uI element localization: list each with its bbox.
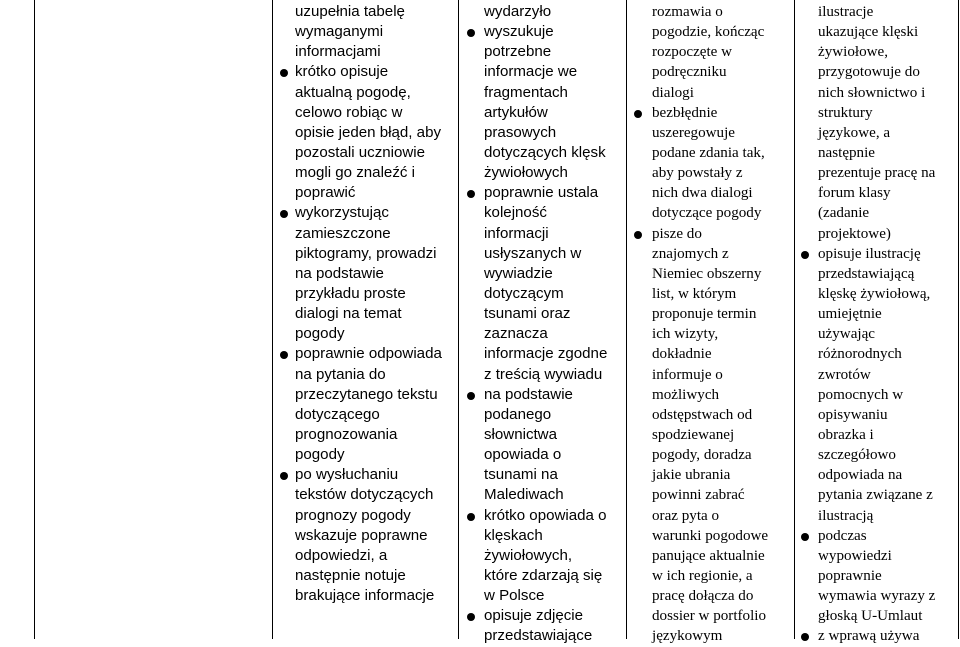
bullet-icon	[467, 613, 475, 621]
text-line	[626, 304, 794, 324]
text-line	[794, 103, 958, 123]
cell-text: powinni zabrać	[652, 487, 745, 504]
text-line	[626, 284, 794, 304]
cell-text: proponuje termin	[652, 306, 757, 323]
cell-text: poprawnie ustala	[484, 184, 599, 202]
bullet-icon	[467, 190, 475, 198]
cell-text: umiejętnie	[818, 306, 882, 323]
cell-text: tsunami oraz	[484, 305, 571, 323]
cell-text: po wysłuchaniu	[295, 466, 399, 484]
bullet-icon	[280, 69, 288, 77]
text-line	[626, 22, 794, 42]
cell-text: (zadanie	[818, 205, 870, 222]
text-line	[458, 425, 626, 445]
text-line	[626, 2, 794, 22]
cell-text: struktury	[818, 104, 873, 121]
text-line	[626, 365, 794, 385]
cell-text: z wprawą używa	[818, 628, 920, 645]
text-line	[794, 224, 958, 244]
text-line	[626, 244, 794, 264]
cell-text: przeczytanego tekstu	[295, 385, 438, 403]
cell-text: tekstów dotyczących	[295, 486, 434, 504]
cell-text: klęskach	[484, 526, 543, 544]
cell-text: następnie notuje	[295, 566, 406, 584]
text-line	[458, 83, 626, 103]
cell-text: tsunami na	[484, 466, 558, 484]
text-line	[272, 324, 458, 344]
cell-text: żywiołowe,	[818, 44, 889, 61]
text-line	[272, 42, 458, 62]
cell-text: Malediwach	[484, 486, 564, 504]
column-3-cell	[458, 2, 626, 647]
cell-text: zamieszczone	[295, 224, 391, 242]
bullet-item-line	[458, 183, 626, 203]
cell-text: forum klasy	[818, 185, 891, 202]
text-line	[794, 566, 958, 586]
cell-text: brakujące informacje	[295, 587, 435, 605]
text-line	[794, 2, 958, 22]
text-line	[794, 465, 958, 485]
text-line	[272, 365, 458, 385]
text-line	[458, 143, 626, 163]
cell-text: na podstawie	[484, 385, 573, 403]
bullet-icon	[801, 533, 809, 541]
text-line	[626, 626, 794, 646]
bullet-item-line	[794, 526, 958, 546]
cell-text: list, w którym	[652, 285, 737, 302]
text-line	[626, 344, 794, 364]
cell-text: nich dwa dialogi	[652, 185, 753, 202]
cell-text: dialogi	[652, 84, 694, 101]
cell-text: aby powstały z	[652, 165, 743, 182]
bullet-item-line	[458, 606, 626, 626]
cell-text: zaznacza	[484, 325, 548, 343]
cell-text: jakie ubrania	[652, 467, 731, 484]
text-line	[626, 183, 794, 203]
text-line	[272, 425, 458, 445]
text-line	[794, 143, 958, 163]
bullet-icon	[634, 110, 642, 118]
text-line	[272, 143, 458, 163]
text-line	[626, 42, 794, 62]
cell-text: dossier w portfolio	[652, 608, 767, 625]
cell-text: opowiada o	[484, 446, 562, 464]
cell-text: artykułów	[484, 103, 548, 121]
text-line	[272, 304, 458, 324]
cell-text: ich wizyty,	[652, 326, 719, 343]
text-line	[626, 83, 794, 103]
cell-text: następnie	[818, 144, 875, 161]
text-line	[458, 103, 626, 123]
text-line	[626, 606, 794, 626]
cell-text: poprawnie odpowiada	[295, 345, 442, 363]
text-line	[626, 143, 794, 163]
cell-text: fragmentach	[484, 83, 568, 101]
cell-text: rozmawia o	[652, 4, 723, 20]
text-line	[458, 566, 626, 586]
cell-text: dialogi na temat	[295, 305, 402, 323]
cell-text: wywiadzie	[484, 264, 553, 282]
cell-text: wymawia wyrazy z	[818, 588, 936, 605]
cell-text: możliwych	[652, 386, 720, 403]
cell-text: podanego	[484, 405, 552, 423]
cell-text: dokładnie	[652, 346, 712, 363]
cell-text: językowe, a	[818, 124, 891, 141]
bullet-icon	[801, 633, 809, 641]
bullet-icon	[280, 472, 288, 480]
cell-text: warunki pogodowe	[652, 527, 769, 544]
text-line	[626, 465, 794, 485]
column-5-cell	[794, 2, 958, 647]
cell-text: ilustracje	[818, 4, 874, 20]
bullet-item-line	[794, 244, 958, 264]
bullet-item-line	[794, 626, 958, 646]
cell-text: wydarzyło	[484, 3, 552, 20]
text-line	[626, 203, 794, 223]
cell-text: wyszukuje	[484, 23, 554, 41]
bullet-item-line	[626, 224, 794, 244]
cell-text: krótko opisuje	[295, 63, 389, 81]
cell-text: pogodzie, kończąc	[652, 24, 765, 41]
cell-text: znajomych z	[652, 245, 729, 262]
bullet-item-line	[272, 465, 458, 485]
cell-text: poprawnie	[818, 567, 882, 584]
text-line	[794, 344, 958, 364]
text-line	[626, 405, 794, 425]
text-line	[626, 163, 794, 183]
text-line	[458, 284, 626, 304]
cell-text: dotyczące pogody	[652, 205, 762, 222]
cell-text: dotyczącego	[295, 405, 380, 423]
text-line	[794, 405, 958, 425]
text-line	[626, 586, 794, 606]
cell-text: potrzebne	[484, 43, 552, 61]
text-line	[626, 546, 794, 566]
cell-text: panujące aktualnie	[652, 547, 765, 564]
text-line	[272, 284, 458, 304]
cell-text: pytania związane z	[818, 487, 933, 504]
cell-text: odstępstwach od	[652, 406, 753, 423]
text-line	[794, 183, 958, 203]
cell-text: dotyczącym	[484, 284, 564, 302]
cell-text: krótko opowiada o	[484, 506, 607, 524]
cell-text: żywiołowych	[484, 164, 568, 182]
cell-text: które zdarzają się	[484, 566, 603, 584]
cell-text: ilustracją	[818, 507, 874, 524]
text-line	[626, 62, 794, 82]
text-line	[794, 83, 958, 103]
text-line	[458, 324, 626, 344]
text-line	[272, 183, 458, 203]
bullet-item-line	[272, 203, 458, 223]
cell-text: mogli go znaleźć i	[295, 164, 415, 182]
cell-text: uszeregowuje	[652, 124, 735, 141]
text-line	[794, 606, 958, 626]
cell-text: odpowiedzi, a	[295, 546, 388, 564]
text-line	[458, 485, 626, 505]
cell-text: Niemiec obszerny	[652, 265, 762, 282]
cell-text: zwrotów	[818, 366, 871, 383]
text-line	[458, 304, 626, 324]
cell-text: aktualną pogodę,	[295, 83, 411, 101]
cell-text: żywiołowych,	[484, 546, 573, 564]
bullet-icon	[634, 231, 642, 239]
text-line	[458, 163, 626, 183]
cell-text: wskazuje poprawne	[295, 526, 428, 544]
text-line	[794, 385, 958, 405]
cell-text: dotyczących klęsk	[484, 143, 606, 161]
text-line	[794, 22, 958, 42]
text-line	[272, 224, 458, 244]
cell-text: klęskę żywiołową,	[818, 285, 931, 302]
text-line	[626, 526, 794, 546]
cell-text: opisuje zdjęcie	[484, 607, 584, 625]
text-line	[794, 264, 958, 284]
cell-text: językowym	[652, 628, 723, 645]
text-line	[626, 385, 794, 405]
text-line	[458, 62, 626, 82]
cell-text: pracę dołącza do	[652, 588, 754, 605]
text-line	[626, 506, 794, 526]
cell-text: prognozowania	[295, 425, 398, 443]
cell-text: szczegółowo	[818, 447, 896, 464]
bullet-item-line	[272, 62, 458, 82]
text-line	[626, 123, 794, 143]
text-line	[458, 344, 626, 364]
text-line	[272, 123, 458, 143]
cell-text: piktogramy, prowadzi	[295, 244, 437, 262]
bullet-item-line	[272, 344, 458, 364]
text-line	[272, 264, 458, 284]
text-line	[272, 506, 458, 526]
cell-text: spodziewanej	[652, 426, 735, 443]
column-divider	[34, 0, 35, 639]
cell-text: usłyszanych w	[484, 244, 582, 262]
text-line	[794, 324, 958, 344]
cell-text: przykładu proste	[295, 284, 406, 302]
text-line	[626, 485, 794, 505]
text-line	[626, 445, 794, 465]
cell-text: w ich regionie, a	[652, 567, 753, 584]
cell-text: opisywaniu	[818, 406, 888, 423]
cell-text: prognozy pogody	[295, 506, 411, 524]
text-line	[626, 566, 794, 586]
cell-text: opisuje ilustrację	[818, 245, 921, 262]
text-line	[458, 546, 626, 566]
cell-text: wykorzystując	[295, 204, 389, 222]
cell-text: pogody	[295, 446, 345, 464]
column-2-cell	[272, 2, 458, 606]
cell-text: informacje we	[484, 63, 578, 81]
text-line	[272, 546, 458, 566]
cell-text: oraz pyta o	[652, 507, 720, 524]
cell-text: słownictwa	[484, 425, 557, 443]
cell-text: przedstawiającą	[818, 265, 915, 282]
cell-text: ukazujące klęski	[818, 24, 919, 41]
text-line	[794, 445, 958, 465]
cell-text: na pytania do	[295, 365, 386, 383]
cell-text: wymaganymi	[295, 23, 384, 41]
text-line	[794, 123, 958, 143]
text-line	[272, 566, 458, 586]
cell-text: pomocnych w	[818, 386, 904, 403]
text-line	[272, 385, 458, 405]
text-line	[794, 62, 958, 82]
text-line	[272, 103, 458, 123]
bullet-icon	[280, 351, 288, 359]
text-line	[272, 163, 458, 183]
text-line	[272, 526, 458, 546]
cell-text: informacjami	[295, 43, 381, 61]
text-line	[794, 42, 958, 62]
text-line	[794, 425, 958, 445]
cell-text: kolejność	[484, 204, 547, 222]
text-line	[458, 445, 626, 465]
cell-text: informacje zgodne	[484, 345, 608, 363]
cell-text: podane zdania tak,	[652, 144, 765, 161]
cell-text: informacji	[484, 224, 549, 242]
text-line	[794, 203, 958, 223]
text-line	[794, 284, 958, 304]
cell-text: projektowe)	[818, 225, 891, 242]
cell-text: bezbłędnie	[652, 104, 718, 121]
cell-text: używając	[818, 326, 875, 343]
cell-text: przygotowuje do	[818, 64, 920, 81]
cell-text: celowo robiąc w	[295, 103, 403, 121]
text-line	[458, 2, 626, 22]
cell-text: pozostali uczniowie	[295, 143, 426, 161]
text-line	[458, 526, 626, 546]
bullet-item-line	[458, 385, 626, 405]
bullet-icon	[801, 251, 809, 259]
text-line	[626, 324, 794, 344]
text-line	[272, 2, 458, 22]
cell-text: głoską U-Umlaut	[818, 608, 923, 625]
column-divider	[958, 0, 959, 639]
cell-text: poprawić	[295, 184, 356, 202]
cell-text: informuje o	[652, 366, 723, 383]
cell-text: rozpoczęte w	[652, 44, 733, 61]
column-4-cell	[626, 2, 794, 647]
text-line	[794, 365, 958, 385]
text-line	[458, 123, 626, 143]
text-line	[794, 485, 958, 505]
cell-text: pogody, doradza	[652, 447, 752, 464]
cell-text: nich słownictwo i	[818, 84, 926, 101]
cell-text: uzupełnia tabelę	[295, 3, 405, 20]
text-line	[272, 445, 458, 465]
text-line	[458, 405, 626, 425]
cell-text: obrazka i	[818, 426, 874, 443]
cell-text: prezentuje pracę na	[818, 165, 936, 182]
text-line	[458, 465, 626, 485]
text-line	[272, 485, 458, 505]
cell-text: z treścią wywiadu	[484, 365, 603, 383]
cell-text: różnorodnych	[818, 346, 902, 363]
text-line	[794, 546, 958, 566]
text-line	[272, 405, 458, 425]
text-line	[272, 83, 458, 103]
cell-text: na podstawie	[295, 264, 384, 282]
cell-text: pogody	[295, 325, 345, 343]
cell-text: pisze do	[652, 225, 702, 242]
cell-text: odpowiada na	[818, 467, 903, 484]
text-line	[794, 163, 958, 183]
cell-text: podczas	[818, 527, 867, 544]
text-line	[458, 203, 626, 223]
text-line	[458, 244, 626, 264]
text-line	[458, 42, 626, 62]
bullet-icon	[467, 392, 475, 400]
cell-text: podręczniku	[652, 64, 727, 81]
cell-text: wypowiedzi	[818, 547, 892, 564]
text-line	[272, 244, 458, 264]
text-line	[458, 365, 626, 385]
cell-text: przedstawiające	[484, 627, 593, 645]
cell-text: opisie jeden błąd, aby	[295, 123, 442, 141]
text-line	[272, 586, 458, 606]
cell-text: prasowych	[484, 123, 557, 141]
bullet-item-line	[458, 22, 626, 42]
text-line	[458, 224, 626, 244]
text-line	[458, 626, 626, 646]
cell-text: w Polsce	[484, 587, 545, 605]
bullet-icon	[467, 513, 475, 521]
bullet-icon	[467, 29, 475, 37]
text-line	[794, 304, 958, 324]
text-line	[794, 586, 958, 606]
text-line	[272, 22, 458, 42]
text-line	[626, 425, 794, 445]
text-line	[458, 586, 626, 606]
text-line	[794, 506, 958, 526]
text-line	[458, 264, 626, 284]
text-line	[626, 264, 794, 284]
bullet-item-line	[458, 506, 626, 526]
bullet-icon	[280, 210, 288, 218]
bullet-item-line	[626, 103, 794, 123]
